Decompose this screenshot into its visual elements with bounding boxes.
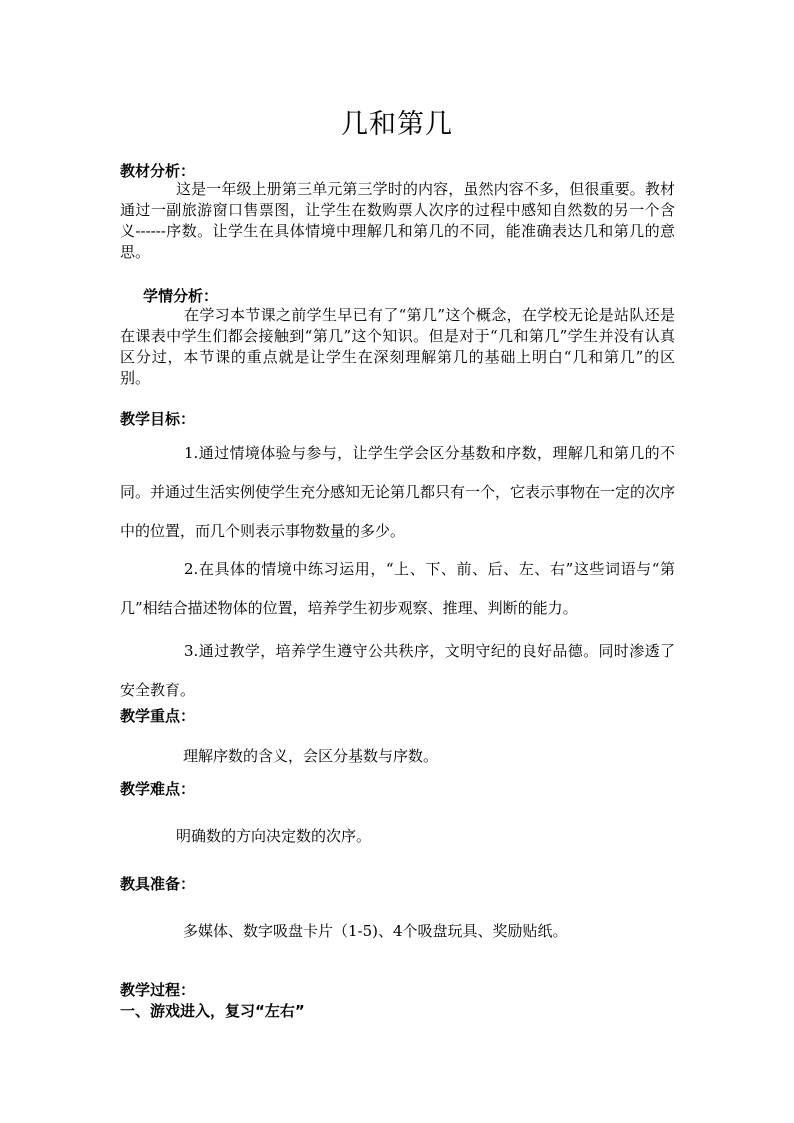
materials-heading: 教材分析：	[120, 162, 196, 180]
difficulty-heading: 教学难点：	[120, 780, 196, 798]
students-heading: 学情分析：	[143, 287, 219, 305]
key-points-text: 理解序数的含义，会区分基数与序数。	[183, 747, 439, 765]
tools-text: 多媒体、数字吸盘卡片（1-5)、4个吸盘玩具、奖励贴纸。	[183, 922, 568, 940]
process-heading: 教学过程：	[120, 981, 196, 999]
goal-3-paragraph: 3.通过教学，培养学生遵守公共秩序，文明守纪的良好品德。同时渗透了安全教育。	[120, 642, 675, 699]
key-points-heading: 教学重点：	[120, 707, 196, 725]
goal-2-paragraph: 2.在具体的情境中练习运用，“上、下、前、后、左、右”这些词语与“第几”相结合描述物体的位置，培养学生初步观察、推理、判断的能力。	[120, 560, 675, 617]
difficulty-text: 明确数的方向决定数的次序。	[176, 827, 372, 845]
document-title: 几和第几	[341, 109, 453, 140]
goals-heading: 教学目标：	[120, 410, 196, 428]
materials-paragraph: 这是一年级上册第三单元第三学时的内容，虽然内容不多，但很重要。教材通过一副旅游窗口售票图，让学生在数购票人次序的过程中感知自然数的另一个含义------序数。让学生在具体情境中理解几和第几的不同，能准确表达几和第几的意思。	[120, 180, 675, 261]
students-paragraph: 在学习本节课之前学生早已有了“第几”这个概念，在学校无论是站队还是在课表中学生们都会接触到“第几”这个知识。但是对于“几和第几”学生并没有认真区分过，本节课的重点就是让学生在深刻理解第几的基础上明白“几和第几”的区别。	[120, 306, 675, 387]
goal-1-paragraph: 1.通过情境体验与参与，让学生学会区分基数和序数，理解几和第几的不同。并通过生活实例使学生充分感知无论第几都只有一个，它表示事物在一定的次序中的位置，而几个则表示事物数量的多少。	[120, 444, 676, 540]
process-step-1: 一、游戏进入，复习“左右”	[120, 1002, 305, 1020]
tools-heading: 教具准备：	[120, 875, 196, 893]
